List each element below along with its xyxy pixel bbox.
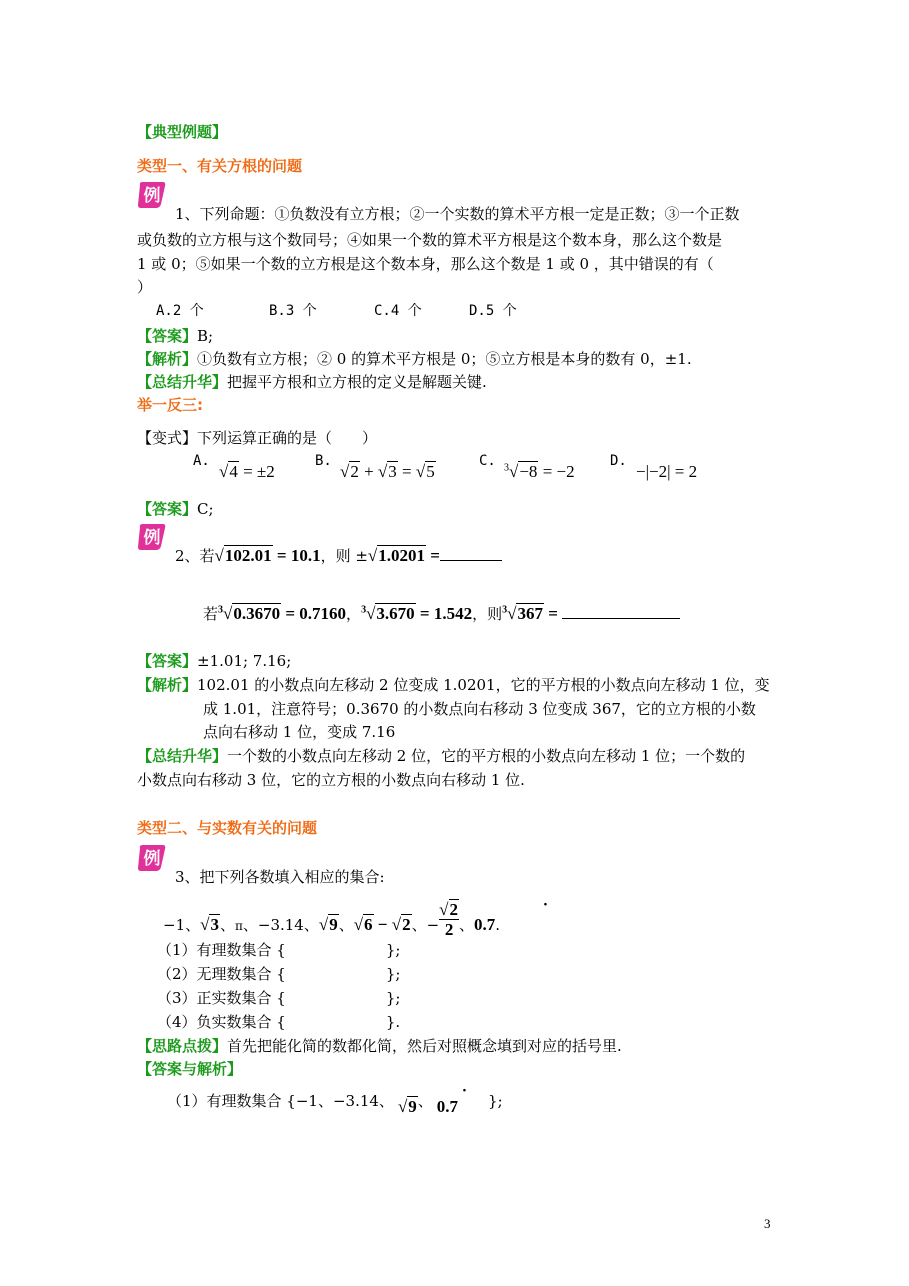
hint-label: 【思路点拨】 xyxy=(137,1037,228,1055)
summary-label: 【总结升华】 xyxy=(137,373,228,391)
variant-opt-a-expr: √4 = ±2 xyxy=(219,462,275,481)
answer-blank[interactable] xyxy=(562,618,680,619)
q3-set-4: （4）负实数集合 { }. xyxy=(157,1013,401,1031)
q2-analysis-1: 102.01 的小数点向左移动 2 位变成 1.0201，它的平方根的小数点向左移动 1 位，变 xyxy=(197,676,770,694)
variant-opt-c-letter: C. xyxy=(479,453,496,469)
analysis-label: 【解析】 xyxy=(137,350,198,368)
variant-answer-row xyxy=(137,498,214,519)
q1-option-d: D.5 个 xyxy=(469,303,517,319)
q2-summary-1: 一个数的小数点向左移动 2 位，它的平方根的小数点向左移动 1 位；一个数的 xyxy=(227,747,746,765)
q2-analysis-3: 点向右移动 1 位，变成 7.16 xyxy=(203,723,396,741)
repeating-dot: · xyxy=(543,897,548,913)
page-number: 3 xyxy=(764,1216,771,1231)
analysis-label: 【解析】 xyxy=(137,676,198,694)
answer-label: 【答案】 xyxy=(137,652,198,670)
answer-blank[interactable] xyxy=(440,560,502,561)
svg-text:例: 例 xyxy=(143,186,161,206)
example-badge-icon xyxy=(137,843,167,873)
variant-row xyxy=(137,427,377,448)
q1-line4: ） xyxy=(137,278,153,296)
q1-line2: 或负数的立方根与这个数同号；④如果一个数的算术平方根是这个数本身，那么这个数是 xyxy=(137,231,723,249)
q1-option-a: A.2 个 xyxy=(156,303,204,319)
answer-label: 【答案】 xyxy=(137,327,198,345)
q1-summary: 把握平方根和立方根的定义是解题关键. xyxy=(227,373,487,391)
variant-opt-c-expr: $^3$√−8 = −2 xyxy=(504,462,575,481)
q1-analysis: ①负数有立方根；② 0 的算术平方根是 0；⑤立方根是本身的数有 0，±1. xyxy=(197,350,692,368)
repeating-dot: · xyxy=(462,1083,467,1099)
q1-summary-row xyxy=(137,371,487,392)
variant-label: 【变式】 xyxy=(137,429,198,447)
q2-analysis-row xyxy=(137,674,770,695)
q1-line1: 1、下列命题：①负数没有立方根；②一个实数的算术平方根一定是正数；③一个正数 xyxy=(175,205,740,223)
type1-title: 类型一、有关方根的问题 xyxy=(137,157,303,175)
q2-line2: 若$^3$√0.3670 = 0.7160，$^3$√3.670 = 1.542，则$^3$√367 = xyxy=(203,603,680,624)
svg-text:例: 例 xyxy=(143,849,161,869)
q3-set-3: （3）正实数集合 { }; xyxy=(157,989,401,1007)
q3-set-2: （2）无理数集合 { }; xyxy=(157,965,401,983)
q2-line1: 2、若√102.01 = 10.1，则 ±√1.0201 = xyxy=(175,545,502,566)
q3-set-1: （1）有理数集合 { }; xyxy=(157,941,401,959)
type2-title: 类型二、与实数有关的问题 xyxy=(137,819,318,837)
q1-analysis-row xyxy=(137,348,692,369)
q1-line3: 1 或 0；⑤如果一个数的立方根是这个数本身，那么这个数是 1 或 0 ，其中错误的有（ xyxy=(137,255,714,273)
q3-hint-row xyxy=(137,1035,622,1056)
q1-answer-row xyxy=(137,325,213,346)
q2-summary-2: 小数点向右移动 3 位，它的立方根的小数点向右移动 1 位. xyxy=(137,771,525,789)
variant-opt-d-expr: −|−2| = 2 xyxy=(636,462,698,481)
variant-opt-a-letter: A. xyxy=(193,453,210,469)
q1-answer: B; xyxy=(197,327,214,345)
variant-opt-b-letter: B. xyxy=(315,453,332,469)
example-badge-icon xyxy=(137,522,167,552)
q2-answer-row xyxy=(137,650,291,671)
juyi-title: 举一反三: xyxy=(137,396,203,414)
summary-label: 【总结升华】 xyxy=(137,747,228,765)
answer-analysis-label: 【答案与解析】 xyxy=(137,1060,243,1078)
variant-opt-b-expr: √2 + √3 = √5 xyxy=(340,462,435,481)
q2-answer: ±1.01; 7.16; xyxy=(197,652,292,670)
q3-hint: 首先把能化简的数都化简，然后对照概念填到对应的括号里. xyxy=(227,1037,622,1055)
svg-text:例: 例 xyxy=(143,528,161,548)
q1-option-c: C.4 个 xyxy=(374,303,422,319)
section-title: 【典型例题】 xyxy=(137,123,228,141)
variant-answer: C; xyxy=(197,500,214,518)
answer-label: 【答案】 xyxy=(137,500,198,518)
q1-option-b: B.3 个 xyxy=(269,303,317,319)
example-badge-icon xyxy=(137,180,167,210)
q2-summary-row xyxy=(137,745,745,766)
variant-text: 下列运算正确的是（ ） xyxy=(197,429,378,447)
q2-analysis-2: 成 1.01，注意符号；0.3670 的小数点向右移动 3 位变成 367，它的立方根的小数 xyxy=(203,700,756,718)
q3-text: 3、把下列各数填入相应的集合: xyxy=(175,868,385,886)
q3-answer-1: （1）有理数集合 {−1、−3.14、 √9、 0.7 }; xyxy=(167,1092,503,1116)
variant-opt-d-letter: D. xyxy=(610,453,627,469)
q3-number-list: −1、√3、$_\pi$、−3.14、√9、√6 − √2、− $\frac{√2}{2}$ 、0.7. xyxy=(163,900,501,939)
